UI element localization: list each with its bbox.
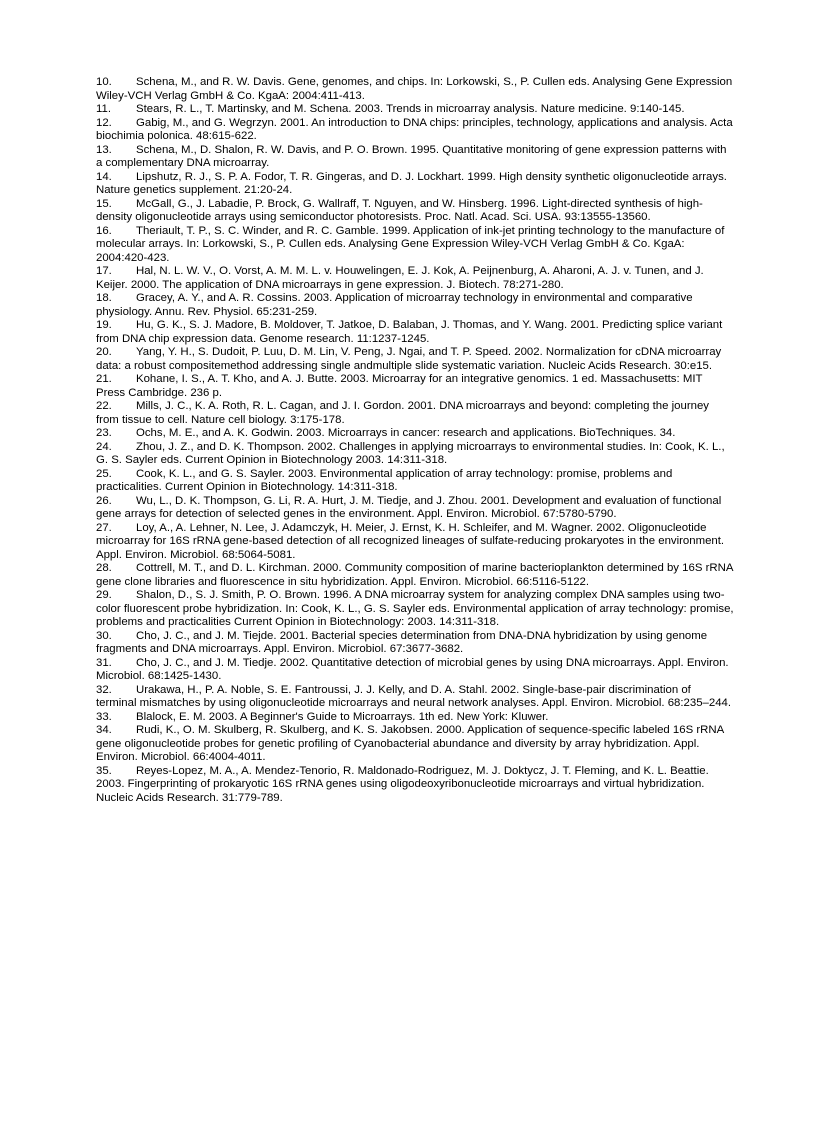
reference-number: 25. [96,467,112,480]
reference-number: 21. [96,373,112,385]
reference-item [96,198,734,225]
reference-item [96,630,734,657]
reference-item [96,589,734,630]
reference-number: 17. [96,265,112,277]
reference-item [96,657,734,684]
reference-text: Kohane, I. S., A. T. Kho, and A. J. Butte. 2003. Microarray for an integrative genomics. 1 ed. Massachusetts: MIT Press Cambridge. 236 p. [96,373,703,399]
reference-number: 23. [96,427,112,439]
reference-number: 27. [96,521,112,534]
reference-number: 20. [96,346,112,358]
reference-number: 12. [96,116,112,129]
reference-item [96,711,734,725]
reference-number: 14. [96,170,112,183]
reference-item [96,562,734,589]
reference-item [96,265,734,292]
reference-item [96,495,734,522]
reference-item [96,171,734,198]
reference-text: Cottrell, M. T., and D. L. Kirchman. 2000. Community composition of marine bacterioplankton determined by 16S rRNA gene clone libraries and fluorescence in situ hybridization. Appl. Environ. Microbiol. 66:5116-5122. [96,562,733,588]
reference-number: 34. [96,724,112,736]
reference-text: Theriault, T. P., S. C. Winder, and R. C. Gamble. 1999. Application of ink-jet printing technology to the manufacture of molecular arrays. In: Lorkowski, S., P. Cullen eds. Analysing Gene Expression Wiley-VCH Verlag GmbH & Co. KgaA: 2004:420-423. [96,224,725,264]
reference-item [96,427,734,441]
reference-text: Cook, K. L., and G. S. Sayler. 2003. Environmental application of array technology: promise, problems and practicalities. Current Opinion in Biotechnology. 14:311-318. [96,467,673,493]
reference-item [96,319,734,346]
reference-item [96,103,734,117]
reference-text: McGall, G., J. Labadie, P. Brock, G. Wallraff, T. Nguyen, and W. Hinsberg. 1996. Light-directed synthesis of high-density oligonucleotide arrays using semiconductor photoresists. Proc. Natl. Acad. Sci. USA. 93:13555-13560. [96,197,703,223]
reference-number: 28. [96,562,112,574]
reference-number: 13. [96,143,112,156]
reference-number: 11. [96,103,111,115]
reference-number: 19. [96,319,112,331]
reference-text: Mills, J. C., K. A. Roth, R. L. Cagan, and J. I. Gordon. 2001. DNA microarrays and beyond: completing the journey from tissue to cell. Nature cell biology. 3:175-178. [96,400,709,426]
reference-number: 30. [96,629,112,642]
reference-item [96,144,734,171]
reference-number: 31. [96,656,112,669]
reference-number: 24. [96,440,112,453]
reference-item [96,373,734,400]
reference-number: 22. [96,400,112,412]
reference-number: 35. [96,764,112,777]
reference-text: Lipshutz, R. J., S. P. A. Fodor, T. R. Gingeras, and D. J. Lockhart. 1999. High density synthetic oligonucleotide arrays. Nature genetics supplement. 21:20-24. [96,170,727,196]
reference-number: 18. [96,292,112,304]
reference-text: Cho, J. C., and J. M. Tiedje. 2002. Quantitative detection of microbial genes by using DNA microarrays. Appl. Environ. Microbiol. 68:1425-1430. [96,656,729,682]
reference-text: Wu, L., D. K. Thompson, G. Li, R. A. Hurt, J. M. Tiedje, and J. Zhou. 2001. Development and evaluation of functional gene arrays for detection of selected genes in the environment. Appl. Environ. Microbiol. 67:5780-5790. [96,494,722,520]
reference-text: Schena, M., D. Shalon, R. W. Davis, and P. O. Brown. 1995. Quantitative monitoring of gene expression patterns with a complementary DNA microarray. [96,143,727,169]
reference-item [96,765,734,806]
reference-number: 10. [96,76,112,88]
reference-number: 26. [96,494,112,507]
reference-text: Rudi, K., O. M. Skulberg, R. Skulberg, and K. S. Jakobsen. 2000. Application of sequence-specific labeled 16S rRNA gene oligonucleotide probes for genetic profiling of Cyanobacterial abundance and diversity by array hybridization. Appl. Environ. Microbiol. 66:4004-4011. [96,724,724,763]
reference-text: Ochs, M. E., and A. K. Godwin. 2003. Microarrays in cancer: research and applications. BioTechniques. 34. [136,427,676,439]
reference-item [96,225,734,266]
reference-text: Hu, G. K., S. J. Madore, B. Moldover, T. Jatkoe, D. Balaban, J. Thomas, and Y. Wang. 2001. Predicting splice variant from DNA chip expression data. Genome research. 11:1237-1245. [96,319,723,345]
reference-item [96,522,734,563]
reference-number: 33. [96,710,112,723]
reference-item [96,346,734,373]
reference-text: Zhou, J. Z., and D. K. Thompson. 2002. Challenges in applying microarrays to environmental studies. In: Cook, K. L., G. S. Sayler eds. Current Opinion in Biotechnology 2003. 14:311-318. [96,440,725,466]
reference-item [96,117,734,144]
reference-item [96,468,734,495]
reference-item [96,400,734,427]
reference-item [96,724,734,765]
reference-number: 16. [96,224,112,237]
reference-text: Schena, M., and R. W. Davis. Gene, genomes, and chips. In: Lorkowski, S., P. Cullen eds. Analysing Gene Expression Wiley-VCH Verlag GmbH & Co. KgaA: 2004:411-413. [96,76,733,102]
reference-text: Urakawa, H., P. A. Noble, S. E. Fantroussi, J. J. Kelly, and D. A. Stahl. 2002. Single-base-pair discrimination of terminal mismatches by using oligonucleotide microarrays and neural network analyses. Appl. Environ. Microbiol. 68:235–244. [96,683,732,709]
reference-text: Gracey, A. Y., and A. R. Cossins. 2003. Application of microarray technology in environmental and comparative physiology. Annu. Rev. Physiol. 65:231-259. [96,292,693,318]
reference-text: Shalon, D., S. J. Smith, P. O. Brown. 1996. A DNA microarray system for analyzing complex DNA samples using two-color fluorescent probe hybridization. In: Cook, K. L., G. S. Sayler eds. Environmental application of array technology: promise, problems and practicalities Current Opinion in Biotechnology: 2003. 14:311-318. [96,589,734,628]
reference-text: Loy, A., A. Lehner, N. Lee, J. Adamczyk, H. Meier, J. Ernst, K. H. Schleifer, and M. Wagner. 2002. Oligonucleotide microarray for 16S rRNA gene-based detection of all recognized lineages of sulfate-reducing prokaryotes in the environment. Appl. Environ. Microbiol. 68:5064-5081. [96,521,725,561]
reference-item [96,292,734,319]
reference-text: Hal, N. L. W. V., O. Vorst, A. M. M. L. v. Houwelingen, E. J. Kok, A. Peijnenburg, A. Aharoni, A. J. v. Tunen, and J. Keijer. 2000. The application of DNA microarrays in gene expression. J. Biotech. 78:271-280. [96,265,704,291]
reference-item [96,76,734,103]
reference-number: 32. [96,683,112,696]
reference-text: Yang, Y. H., S. Dudoit, P. Luu, D. M. Lin, V. Peng, J. Ngai, and T. P. Speed. 2002. Normalization for cDNA microarray data: a robust compositemethod addressing single andmultiple slide systematic variation. Nucleic Acids Research. 30:e15. [96,346,722,372]
reference-number: 15. [96,197,112,210]
reference-item [96,684,734,711]
reference-text: Stears, R. L., T. Martinsky, and M. Schena. 2003. Trends in microarray analysis. Nature medicine. 9:140-145. [136,103,685,115]
reference-list [96,76,734,805]
reference-number: 29. [96,589,112,601]
reference-text: Gabig, M., and G. Wegrzyn. 2001. An introduction to DNA chips: principles, technology, applications and analysis. Acta biochimia polonica. 48:615-622. [96,116,733,142]
reference-item [96,441,734,468]
reference-text: Blalock, E. M. 2003. A Beginner's Guide to Microarrays. 1th ed. New York: Kluwer. [136,710,549,723]
reference-text: Cho, J. C., and J. M. Tiejde. 2001. Bacterial species determination from DNA-DNA hybridization by using genome fragments and DNA microarrays. Appl. Environ. Microbiol. 67:3677-3682. [96,629,708,655]
reference-text: Reyes-Lopez, M. A., A. Mendez-Tenorio, R. Maldonado-Rodriguez, M. J. Doktycz, J. T. Fleming, and K. L. Beattie. 2003. Fingerprinting of prokaryotic 16S rRNA genes using oligodeoxyribonucleotide microarrays and virtual hybridization. Nucleic Acids Research. 31:779-789. [96,764,709,804]
